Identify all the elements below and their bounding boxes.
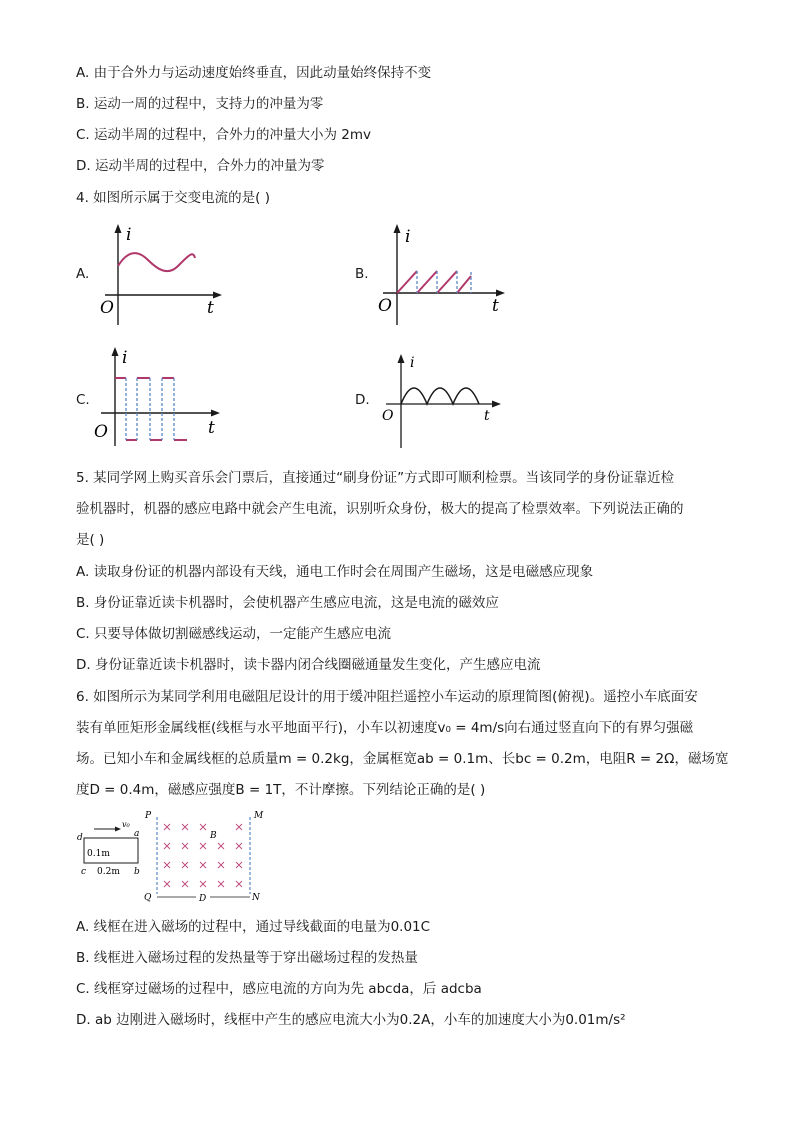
field-cross-mark [218, 843, 224, 849]
field-cross-mark [182, 824, 188, 830]
field-cross-mark [164, 843, 170, 849]
q3-option-d: D. 运动半周的过程中，合外力的冲量为零 [76, 158, 325, 174]
q5-option-d: D. 身份证靠近读卡机器时，读卡器内闭合线圈磁通量发生变化，产生感应电流 [76, 657, 541, 673]
field-cross-mark [218, 862, 224, 868]
field-cross-mark [236, 862, 242, 868]
label-n: N [252, 893, 260, 903]
i-label: i [126, 225, 132, 245]
field-cross-mark [218, 881, 224, 887]
q5-stem-line-1: 5. 某同学网上购买音乐会门票后，直接通过“刷身份证”方式即可顺利检票。当该同学的身份证靠近检 [76, 470, 675, 486]
field-cross-mark [236, 843, 242, 849]
q3-option-c: C. 运动半周的过程中，合外力的冲量大小为 2mv [76, 127, 372, 143]
q4-option-b-label: B. [355, 266, 369, 282]
label-m: M [254, 811, 264, 821]
label-q: Q [144, 893, 152, 903]
i-label: i [405, 227, 411, 247]
i-axis-arrow [398, 354, 405, 363]
t-axis-arrow [492, 401, 501, 408]
field-cross-mark [200, 862, 206, 868]
t-label: t [207, 298, 214, 318]
i-axis-arrow [112, 347, 119, 356]
field-cross-mark [164, 881, 170, 887]
origin-label: O [378, 296, 392, 316]
t-axis-arrow [211, 410, 220, 417]
corner-b-label: b [134, 867, 140, 877]
v0-label: v₀ [122, 820, 130, 829]
t-label: t [484, 408, 490, 424]
origin-label: O [94, 422, 108, 442]
field-cross-mark [200, 843, 206, 849]
field-cross-mark [200, 881, 206, 887]
q4-stem: 4. 如图所示属于交变电流的是( ) [76, 190, 270, 206]
t-label: t [492, 296, 499, 316]
field-width-label: D [199, 894, 207, 904]
q6-stem-line-4: 度D = 0.4m，磁感应强度B = 1T，不计摩擦。下列结论正确的是( ) [76, 782, 486, 798]
q5-stem-line-2: 验机器时，机器的感应电路中就会产生电流，识别听众身份，极大的提高了检票效率。下列说法正确的 [76, 501, 684, 517]
q3-option-a: A. 由于合外力与运动速度始终垂直，因此动量始终保持不变 [76, 65, 432, 81]
reset-dash-lines [417, 271, 471, 293]
field-cross-mark [164, 824, 170, 830]
q5-option-c: C. 只要导体做切割磁感线运动，一定能产生感应电流 [76, 626, 392, 642]
q6-stem-line-2: 装有单匝矩形金属线框(线框与水平地面平行)，小车以初速度v₀ = 4m/s向右通过竖直向下的有界匀强磁 [76, 720, 694, 736]
sawtooth-curve [397, 271, 471, 293]
origin-label: O [382, 408, 394, 424]
t-axis-arrow [213, 292, 222, 299]
length-label: 0.2m [97, 867, 120, 877]
i-label: i [410, 355, 415, 371]
q6-option-c: C. 线框穿过磁场的过程中，感应电流的方向为先 abcda，后 adcba [76, 981, 482, 997]
field-b-label: B [210, 831, 217, 841]
q5-stem-line-3: 是( ) [76, 532, 105, 548]
q3-option-b: B. 运动一周的过程中，支持力的冲量为零 [76, 96, 324, 112]
q4-graph-c [93, 343, 228, 448]
width-label: 0.1m [87, 849, 110, 859]
field-cross-mark [200, 824, 206, 830]
q4-option-c-label: C. [76, 392, 90, 408]
q4-option-a-label: A. [76, 266, 90, 282]
field-cross-mark [182, 862, 188, 868]
velocity-arrowhead [115, 827, 121, 832]
q6-option-a: A. 线框在进入磁场的过程中，通过导线截面的电量为0.01C [76, 919, 431, 935]
label-p: P [145, 811, 152, 821]
q5-option-b: B. 身份证靠近读卡机器时，会使机器产生感应电流，这是电流的磁效应 [76, 595, 499, 611]
q6-stem-line-1: 6. 如图所示为某同学利用电磁阻尼设计的用于缓冲阻拦遥控小车运动的原理简图(俯视)。遥控小车底面安 [76, 689, 698, 705]
q6-magnetic-field-figure [74, 808, 274, 908]
q5-option-a: A. 读取身份证的机器内部设有天线，通电工作时会在周围产生磁场，这是电磁感应现象 [76, 564, 594, 580]
field-cross-mark [236, 881, 242, 887]
q4-graph-d [378, 350, 508, 450]
magnetic-field-crosses [164, 824, 242, 887]
q6-option-d: D. ab 边刚进入磁场时，线框中产生的感应电流大小为0.2A，小车的加速度大小为0.01m/s² [76, 1012, 626, 1028]
i-axis-arrow [115, 224, 122, 233]
corner-d-label: d [77, 833, 83, 843]
q6-option-b: B. 线框进入磁场过程的发热量等于穿出磁场过程的发热量 [76, 950, 418, 966]
field-cross-mark [182, 881, 188, 887]
t-label: t [208, 418, 215, 438]
i-axis-arrow [394, 224, 401, 233]
rectified-sine-curve [401, 388, 479, 404]
field-cross-mark [164, 862, 170, 868]
q4-option-d-label: D. [355, 392, 370, 408]
q6-stem-line-3: 场。已知小车和金属线框的总质量m = 0.2kg，金属框宽ab = 0.1m、长bc = 0.2m，电阻R = 2Ω，磁场宽 [76, 751, 729, 767]
origin-label: O [100, 298, 114, 318]
field-cross-mark [236, 824, 242, 830]
transition-dash-lines [126, 378, 174, 440]
corner-a-label: a [134, 829, 140, 839]
q4-graph-b [375, 220, 510, 330]
i-label: i [122, 348, 128, 368]
q4-graph-a [95, 220, 235, 330]
current-curve [118, 253, 195, 271]
corner-c-label: c [81, 867, 87, 877]
field-cross-mark [182, 843, 188, 849]
